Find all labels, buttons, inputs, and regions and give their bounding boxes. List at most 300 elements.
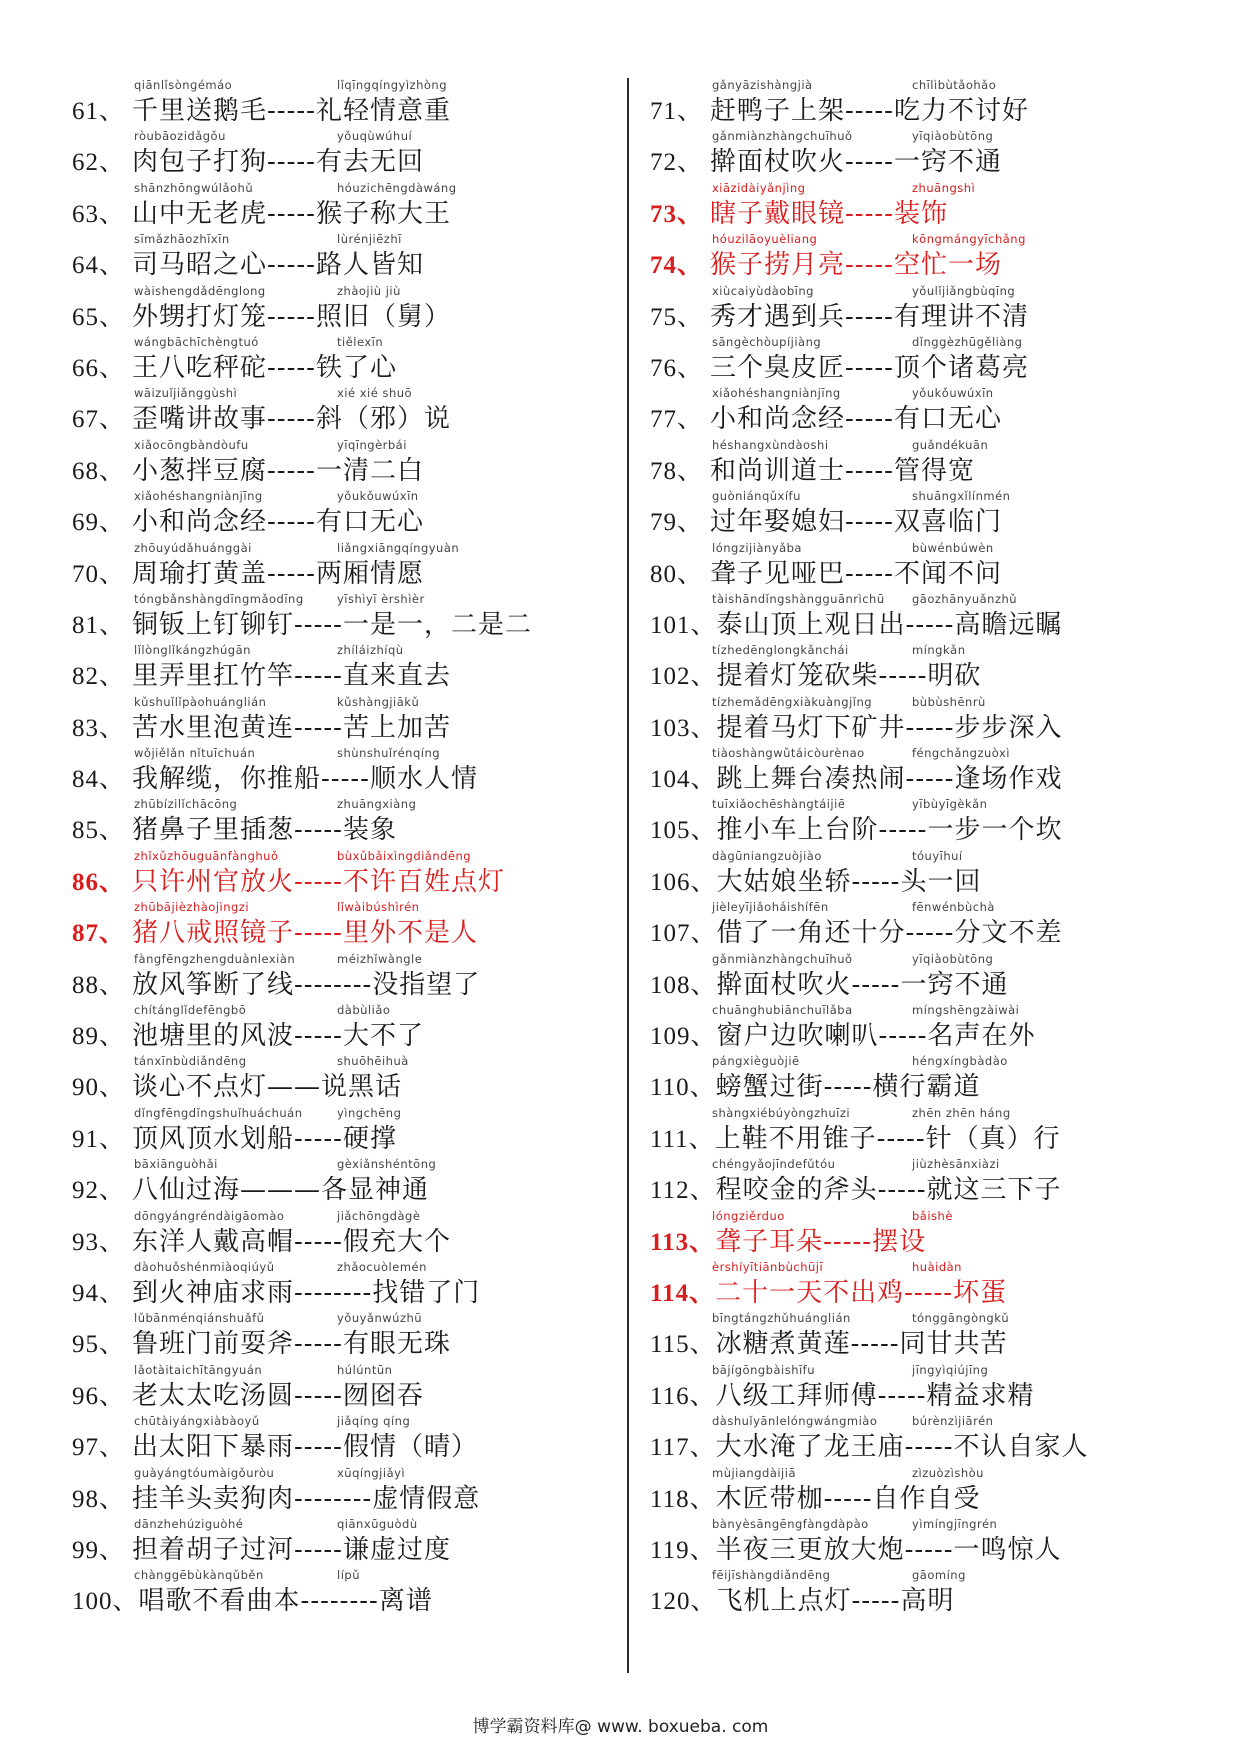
separator-dashes: ----- bbox=[294, 1226, 343, 1257]
proverb-line bbox=[72, 1379, 424, 1414]
entry-number: 107、 bbox=[650, 920, 717, 948]
proverb-entry bbox=[72, 1260, 612, 1311]
proverb-line bbox=[72, 1533, 451, 1568]
proverb-first-half: 我解缆，你推船 bbox=[132, 764, 322, 795]
proverb-second-half: 精益求精 bbox=[926, 1380, 1035, 1411]
proverb-line bbox=[650, 402, 1002, 437]
proverb-first-half: 铜钣上钉铆钉 bbox=[132, 609, 295, 640]
proverb-first-half: 小和尚念经 bbox=[710, 404, 846, 435]
proverb-line bbox=[650, 300, 1029, 335]
pinyin-first-half: bànyèsāngēngfàngdàpào bbox=[712, 1516, 869, 1531]
pinyin-first-half: tuīxiǎochēshàngtáijiē bbox=[712, 797, 846, 812]
pinyin-second-half: jiùzhèsānxiàzi bbox=[912, 1157, 1000, 1172]
separator-dashes: ----- bbox=[823, 1226, 873, 1257]
pinyin-second-half: gāomíng bbox=[912, 1568, 966, 1583]
proverb-first-half: 八仙过海 bbox=[132, 1175, 241, 1206]
proverb-line bbox=[72, 711, 451, 746]
proverb-entry bbox=[650, 746, 1210, 797]
pinyin-second-half: tiělexīn bbox=[337, 334, 384, 349]
proverb-second-half: 一清二白 bbox=[315, 455, 424, 486]
proverb-first-half: 程咬金的斧头 bbox=[715, 1175, 878, 1206]
proverb-first-half: 大姑娘坐轿 bbox=[716, 866, 852, 897]
separator-dashes: ----- bbox=[321, 764, 370, 795]
separator-dashes: ----- bbox=[823, 1072, 873, 1103]
pinyin-second-half: zhǎocuòlemén bbox=[337, 1259, 427, 1274]
separator-dashes: ----- bbox=[851, 969, 901, 1000]
pinyin-second-half: liǎngxiāngqíngyuàn bbox=[337, 540, 460, 555]
proverb-line bbox=[650, 762, 1062, 797]
right-column bbox=[650, 78, 1210, 1620]
proverb-first-half: 出太阳下暴雨 bbox=[132, 1432, 295, 1463]
proverb-line bbox=[650, 916, 1062, 951]
pinyin-first-half: xiāzidàiyǎnjìng bbox=[712, 180, 806, 195]
proverb-entry bbox=[72, 746, 612, 797]
proverb-second-half: 里外不是人 bbox=[342, 918, 478, 949]
proverb-entry bbox=[72, 1003, 612, 1054]
proverb-first-half: 苦水里泡黄连 bbox=[132, 712, 295, 743]
proverb-first-half: 歪嘴讲故事 bbox=[132, 404, 268, 435]
entry-number: 61、 bbox=[72, 98, 126, 125]
separator-dashes: ----- bbox=[267, 96, 316, 126]
pinyin-second-half: yǒulǐjiǎngbùqīng bbox=[912, 283, 1016, 298]
proverb-entry bbox=[72, 78, 612, 129]
pinyin-first-half: wángbāchīchèngtuó bbox=[134, 334, 259, 349]
footer-watermark: 博学霸资料库@ www. boxueba. com bbox=[472, 1717, 769, 1737]
pinyin-first-half: pángxièguòjiē bbox=[712, 1054, 800, 1069]
separator-dashes: ----- bbox=[845, 455, 894, 486]
proverb-entry bbox=[650, 643, 1210, 694]
pinyin-second-half: dàbùliǎo bbox=[337, 1003, 391, 1018]
proverb-first-half: 老太太吃汤圆 bbox=[132, 1380, 295, 1411]
proverb-entry bbox=[650, 489, 1210, 540]
separator-dashes: ----- bbox=[905, 764, 955, 795]
pinyin-second-half: zhàojiù jiù bbox=[337, 283, 401, 298]
proverb-entry bbox=[650, 386, 1210, 437]
separator-dashes: ----- bbox=[845, 301, 894, 332]
pinyin-first-half: guàyángtóumàigǒuròu bbox=[134, 1465, 275, 1480]
entry-number: 101、 bbox=[650, 611, 717, 639]
proverb-line bbox=[650, 1225, 926, 1260]
pinyin-second-half: zhuāngxiàng bbox=[337, 797, 417, 812]
separator-dashes: ----- bbox=[845, 250, 894, 281]
proverb-entry bbox=[650, 78, 1210, 129]
entry-number: 94、 bbox=[72, 1279, 126, 1307]
pinyin-second-half: lǐqīngqíngyìzhòng bbox=[337, 78, 448, 92]
proverb-entry bbox=[72, 1466, 612, 1517]
proverb-entry bbox=[650, 335, 1210, 386]
entry-number: 114、 bbox=[650, 1279, 716, 1307]
entry-number: 71、 bbox=[650, 98, 704, 125]
entry-number: 63、 bbox=[72, 200, 126, 228]
entry-number: 91、 bbox=[72, 1125, 126, 1153]
pinyin-first-half: tóngbǎnshàngdīngmǎodīng bbox=[134, 591, 304, 606]
proverb-second-half: 大不了 bbox=[342, 1021, 424, 1052]
proverb-second-half: 离谱 bbox=[378, 1586, 433, 1617]
separator-dashes: ----- bbox=[845, 507, 894, 538]
separator-dashes: -------- bbox=[294, 969, 373, 1000]
entry-number: 88、 bbox=[72, 971, 126, 999]
pinyin-second-half: bùbùshēnrù bbox=[912, 694, 986, 709]
proverb-entry bbox=[650, 849, 1210, 900]
proverb-line bbox=[650, 1327, 1008, 1362]
proverb-second-half: 就这三下子 bbox=[926, 1175, 1062, 1206]
column-divider bbox=[627, 78, 629, 1673]
pinyin-second-half: xié xié shuō bbox=[337, 386, 413, 401]
proverb-second-half: 有眼无珠 bbox=[342, 1329, 451, 1360]
proverb-entry bbox=[72, 489, 612, 540]
proverb-line bbox=[650, 1430, 1089, 1465]
separator-dashes: ----- bbox=[877, 1380, 927, 1411]
pinyin-second-half: zìzuòzìshòu bbox=[912, 1465, 984, 1480]
pinyin-second-half: míngkǎn bbox=[912, 643, 966, 658]
entry-number: 72、 bbox=[650, 149, 704, 177]
proverb-second-half: 有去无回 bbox=[315, 147, 424, 178]
entry-number: 80、 bbox=[650, 560, 704, 588]
proverb-entry bbox=[72, 1157, 612, 1208]
entry-number: 103、 bbox=[650, 714, 717, 742]
pinyin-first-half: sāngèchòupíjiàng bbox=[712, 334, 822, 349]
proverb-second-half: 有口无心 bbox=[893, 404, 1002, 435]
proverb-line bbox=[72, 1482, 480, 1517]
pinyin-first-half: qiānlǐsònɡémáo bbox=[134, 78, 233, 92]
pinyin-second-half: shùnshuǐrénqíng bbox=[337, 746, 441, 761]
pinyin-second-half: fēnwénbùchà bbox=[912, 900, 995, 915]
entry-number: 106、 bbox=[650, 868, 717, 896]
pinyin-first-half: hóuzilāoyuèliang bbox=[712, 232, 818, 247]
proverb-first-half: 周瑜打黄盖 bbox=[132, 558, 268, 589]
proverb-entry bbox=[650, 1003, 1210, 1054]
separator-dashes: ----- bbox=[877, 1175, 927, 1206]
proverb-entry bbox=[72, 797, 612, 848]
entry-number: 89、 bbox=[72, 1023, 126, 1051]
proverb-line bbox=[72, 762, 478, 797]
pinyin-second-half: xūqíngjiǎyì bbox=[337, 1465, 406, 1480]
pinyin-first-half: dàgūniangzuòjiào bbox=[712, 848, 822, 863]
proverb-line bbox=[650, 968, 1008, 1003]
separator-dashes: ----- bbox=[267, 558, 316, 589]
pinyin-second-half: tónggāngòngkǔ bbox=[912, 1311, 1010, 1326]
pinyin-second-half: yībùyīgèkǎn bbox=[912, 797, 988, 812]
proverb-line bbox=[650, 711, 1062, 746]
proverb-entry bbox=[72, 284, 612, 335]
proverb-first-half: 借了一角还十分 bbox=[716, 918, 906, 949]
pinyin-first-half: lǎotàitaichītāngyuán bbox=[134, 1362, 263, 1377]
proverb-entry bbox=[72, 438, 612, 489]
proverb-entry bbox=[72, 335, 612, 386]
pinyin-first-half: héshangxùndàoshi bbox=[712, 437, 829, 452]
proverb-entry bbox=[650, 592, 1210, 643]
pinyin-second-half: zhuāngshì bbox=[912, 180, 976, 195]
pinyin-first-half: mùjiangdàijiā bbox=[712, 1465, 796, 1480]
entry-number: 113、 bbox=[650, 1228, 716, 1256]
entry-number: 99、 bbox=[72, 1536, 126, 1564]
pinyin-first-half: xiùcaiyùdàobīng bbox=[712, 283, 814, 298]
pinyin-first-half: zhūbízilǐchācōng bbox=[134, 797, 238, 812]
proverb-second-half: 斜（邪）说 bbox=[315, 404, 451, 435]
proverb-entry bbox=[650, 1260, 1210, 1311]
proverb-entry bbox=[72, 643, 612, 694]
entry-number: 109、 bbox=[650, 1023, 717, 1051]
proverb-second-half: 坏蛋 bbox=[953, 1277, 1008, 1308]
pinyin-first-half: lǐlònglǐkángzhúgān bbox=[134, 643, 251, 658]
proverb-second-half: 猴子称大王 bbox=[315, 198, 451, 229]
proverb-first-half: 瞎子戴眼镜 bbox=[710, 198, 846, 229]
proverb-line bbox=[72, 505, 424, 540]
pinyin-second-half: dǐnggèzhūgěliàng bbox=[912, 334, 1023, 349]
proverb-entry bbox=[650, 1157, 1210, 1208]
separator-dashes: ----- bbox=[294, 1021, 343, 1052]
separator-dashes: ----- bbox=[904, 1534, 954, 1565]
entry-number: 87、 bbox=[72, 920, 126, 948]
proverb-second-half: 分文不差 bbox=[954, 918, 1063, 949]
proverb-entry bbox=[650, 541, 1210, 592]
proverb-second-half: 各显神通 bbox=[321, 1175, 430, 1206]
proverb-second-half: 横行霸道 bbox=[872, 1072, 981, 1103]
pinyin-first-half: chūtàiyángxiàbàoyǔ bbox=[134, 1414, 260, 1429]
pinyin-first-half: zhōuyúdǎhuánggài bbox=[134, 540, 252, 555]
entry-number: 82、 bbox=[72, 663, 126, 691]
proverb-entry bbox=[650, 952, 1210, 1003]
proverb-first-half: 猪鼻子里插葱 bbox=[132, 815, 295, 846]
pinyin-first-half: dǐngfēngdǐngshuǐhuáchuán bbox=[134, 1105, 303, 1120]
pinyin-first-half: tiàoshàngwǔtáicòurènao bbox=[712, 746, 865, 761]
pinyin-first-half: wǒjiělǎn nǐtuīchuán bbox=[134, 746, 256, 761]
proverb-second-half: 高瞻远瞩 bbox=[954, 609, 1063, 640]
proverb-first-half: 挂羊头卖狗肉 bbox=[132, 1483, 295, 1514]
entry-number: 73、 bbox=[650, 200, 704, 228]
pinyin-second-half: shuōhēihuà bbox=[337, 1054, 409, 1069]
proverb-line bbox=[72, 916, 478, 951]
proverb-entry bbox=[72, 1311, 612, 1362]
proverb-first-half: 赶鸭子上架 bbox=[710, 96, 846, 126]
entry-number: 86、 bbox=[72, 868, 126, 896]
proverb-first-half: 到火神庙求雨 bbox=[132, 1277, 295, 1308]
proverb-second-half: 名声在外 bbox=[927, 1021, 1036, 1052]
proverb-second-half: 头一回 bbox=[900, 866, 982, 897]
pinyin-second-half: yǒuyǎnwúzhū bbox=[337, 1311, 423, 1326]
pinyin-first-half: jièleyījiǎoháishífēn bbox=[712, 900, 829, 915]
entry-number: 70、 bbox=[72, 560, 126, 588]
proverb-line bbox=[650, 1173, 1062, 1208]
pinyin-second-half: lípǔ bbox=[337, 1568, 360, 1583]
separator-dashes: ----- bbox=[294, 815, 343, 846]
separator-dashes: -------- bbox=[294, 1277, 373, 1308]
pinyin-first-half: dàshuǐyānlelóngwángmiào bbox=[712, 1414, 878, 1429]
proverb-entry bbox=[650, 900, 1210, 951]
pinyin-second-half: qiānxūguòdù bbox=[337, 1516, 418, 1531]
pinyin-second-half: yīqīngèrbái bbox=[337, 437, 407, 452]
entry-number: 65、 bbox=[72, 303, 126, 331]
entry-number: 98、 bbox=[72, 1485, 126, 1513]
proverb-entry bbox=[72, 232, 612, 283]
separator-dashes: ----- bbox=[905, 918, 955, 949]
pinyin-first-half: tízhemǎdēngxiàkuàngjǐng bbox=[712, 694, 873, 709]
separator-dashes: —— bbox=[267, 1072, 322, 1103]
pinyin-first-half: chéngyǎojīndefǔtóu bbox=[712, 1157, 836, 1172]
proverb-entry bbox=[72, 849, 612, 900]
proverb-second-half: 谦虚过度 bbox=[342, 1534, 451, 1565]
entry-number: 84、 bbox=[72, 766, 126, 794]
entry-number: 116、 bbox=[650, 1382, 716, 1410]
proverb-line bbox=[650, 608, 1062, 643]
pinyin-first-half: xiǎohéshangniànjīng bbox=[712, 386, 841, 401]
proverb-line bbox=[650, 1276, 1007, 1311]
proverb-second-half: 照旧（舅） bbox=[315, 301, 451, 332]
pinyin-first-half: sīmǎzhāozhīxīn bbox=[134, 232, 230, 247]
pinyin-first-half: fēijīshàngdiǎndēng bbox=[712, 1568, 831, 1583]
proverb-entry bbox=[72, 386, 612, 437]
pinyin-second-half: guǎndékuān bbox=[912, 437, 989, 452]
left-column bbox=[72, 78, 612, 1620]
pinyin-first-half: xiǎohéshangniànjīng bbox=[134, 489, 263, 504]
pinyin-second-half: bǎishè bbox=[912, 1208, 953, 1223]
proverb-entry bbox=[650, 438, 1210, 489]
proverb-line bbox=[72, 94, 451, 129]
pinyin-second-half: zhíláizhíqù bbox=[337, 643, 404, 658]
proverb-entry bbox=[72, 1363, 612, 1414]
proverb-first-half: 泰山顶上观日出 bbox=[716, 609, 906, 640]
pinyin-second-half: jiǎchōngdàgè bbox=[337, 1208, 421, 1223]
proverb-line bbox=[650, 505, 1002, 540]
separator-dashes: ----- bbox=[267, 250, 316, 281]
proverb-second-half: 不认自家人 bbox=[953, 1432, 1089, 1463]
pinyin-second-half: lùrénjiēzhī bbox=[337, 232, 402, 247]
proverb-entry bbox=[650, 695, 1210, 746]
proverb-entry bbox=[650, 1466, 1210, 1517]
entry-number: 77、 bbox=[650, 406, 704, 434]
proverb-first-half: 跳上舞台凑热闹 bbox=[716, 764, 906, 795]
proverb-line bbox=[72, 402, 451, 437]
pinyin-second-half: yīqiàobùtōng bbox=[912, 951, 994, 966]
entry-number: 110、 bbox=[650, 1074, 716, 1102]
entry-number: 90、 bbox=[72, 1074, 126, 1102]
proverb-first-half: 推小车上台阶 bbox=[716, 815, 879, 846]
pinyin-first-half: tánxīnbùdiǎndēng bbox=[134, 1054, 247, 1069]
proverb-line bbox=[650, 94, 1029, 129]
separator-dashes: ----- bbox=[267, 301, 316, 332]
separator-dashes: ----- bbox=[294, 1534, 343, 1565]
proverb-first-half: 担着胡子过河 bbox=[132, 1534, 295, 1565]
pinyin-second-half: héngxíngbàdào bbox=[912, 1054, 1008, 1069]
proverb-first-half: 千里送鹅毛 bbox=[132, 96, 268, 126]
separator-dashes: ----- bbox=[294, 1432, 343, 1463]
proverb-first-half: 放风筝断了线 bbox=[132, 969, 295, 1000]
proverb-line bbox=[72, 1173, 429, 1208]
entry-number: 64、 bbox=[72, 252, 126, 280]
proverb-entry bbox=[72, 695, 612, 746]
proverb-entry bbox=[650, 1363, 1210, 1414]
separator-dashes: ----- bbox=[267, 404, 316, 435]
pinyin-first-half: bāxiānguòhǎi bbox=[134, 1157, 218, 1172]
separator-dashes: ----- bbox=[878, 661, 928, 692]
proverb-first-half: 山中无老虎 bbox=[132, 198, 268, 229]
entry-number: 102、 bbox=[650, 663, 717, 691]
entry-number: 92、 bbox=[72, 1177, 126, 1205]
separator-dashes: ----- bbox=[850, 1329, 900, 1360]
proverb-second-half: 有理讲不清 bbox=[893, 301, 1029, 332]
proverb-first-half: 二十一天不出鸡 bbox=[715, 1277, 905, 1308]
separator-dashes: ----- bbox=[845, 352, 894, 383]
proverb-second-half: 有口无心 bbox=[315, 507, 424, 538]
separator-dashes: ----- bbox=[267, 147, 316, 178]
separator-dashes: ----- bbox=[823, 1483, 873, 1514]
proverb-line bbox=[72, 813, 397, 848]
pinyin-first-half: gǎnmiànzhàngchuīhuǒ bbox=[712, 951, 853, 966]
proverb-line bbox=[650, 1584, 954, 1619]
proverb-second-half: 假充大个 bbox=[342, 1226, 451, 1257]
pinyin-first-half: lǔbānménqiánshuǎfǔ bbox=[134, 1311, 265, 1326]
proverb-line bbox=[72, 1276, 480, 1311]
proverb-line bbox=[650, 248, 1002, 283]
separator-dashes: ----- bbox=[876, 1123, 926, 1154]
proverb-second-half: 路人皆知 bbox=[315, 250, 424, 281]
proverb-entry bbox=[72, 541, 612, 592]
proverb-entry bbox=[650, 1517, 1210, 1568]
separator-dashes: ----- bbox=[878, 815, 928, 846]
proverb-entry bbox=[650, 1054, 1210, 1105]
proverb-first-half: 顶风顶水划船 bbox=[132, 1123, 295, 1154]
proverb-first-half: 外甥打灯笼 bbox=[132, 301, 268, 332]
proverb-line bbox=[650, 1533, 1062, 1568]
pinyin-second-half: méizhǐwàngle bbox=[337, 951, 423, 966]
proverb-second-half: 找错了门 bbox=[372, 1277, 481, 1308]
pinyin-second-half: féngchǎngzuòxì bbox=[912, 746, 1010, 761]
proverb-first-half: 擀面杖吹火 bbox=[710, 147, 846, 178]
entry-number: 68、 bbox=[72, 457, 126, 485]
entry-number: 79、 bbox=[650, 509, 704, 537]
pinyin-first-half: tízhedēnglongkǎnchái bbox=[712, 643, 849, 658]
proverb-line bbox=[72, 1584, 433, 1619]
pinyin-second-half: yìmíngjīngrén bbox=[912, 1516, 998, 1531]
pinyin-first-half: guòniánqǔxífu bbox=[712, 489, 801, 504]
proverb-line bbox=[72, 1225, 451, 1260]
proverb-second-half: 两厢情愿 bbox=[315, 558, 424, 589]
entry-number: 93、 bbox=[72, 1228, 126, 1256]
pinyin-first-half: gǎnyāzishàngjià bbox=[712, 78, 813, 92]
separator-dashes: ----- bbox=[904, 1277, 954, 1308]
proverb-second-half: 吃力不讨好 bbox=[893, 96, 1029, 126]
proverb-second-half: 虚情假意 bbox=[372, 1483, 481, 1514]
proverb-line bbox=[650, 1482, 981, 1517]
separator-dashes: -------- bbox=[294, 1483, 373, 1514]
proverb-line bbox=[72, 557, 424, 592]
entry-number: 112、 bbox=[650, 1177, 716, 1205]
pinyin-first-half: dānzhehúziguòhé bbox=[134, 1516, 244, 1531]
pinyin-second-half: huàidàn bbox=[912, 1259, 962, 1274]
separator-dashes: ----- bbox=[845, 96, 894, 126]
separator-dashes: ----- bbox=[294, 661, 343, 692]
proverb-line bbox=[72, 351, 397, 386]
proverb-line bbox=[650, 557, 1002, 592]
entry-number: 119、 bbox=[650, 1536, 716, 1564]
pinyin-second-half: búrènzìjiārén bbox=[912, 1414, 994, 1429]
proverb-first-half: 木匠带枷 bbox=[715, 1483, 824, 1514]
proverb-second-half: 明砍 bbox=[927, 661, 982, 692]
separator-dashes: ----- bbox=[845, 404, 894, 435]
separator-dashes: ----- bbox=[267, 455, 316, 486]
separator-dashes: ----- bbox=[267, 198, 316, 229]
proverb-second-half: 自作自受 bbox=[872, 1483, 981, 1514]
pinyin-second-half: zhēn zhēn háng bbox=[912, 1105, 1011, 1120]
separator-dashes: ----- bbox=[851, 1586, 901, 1617]
pinyin-first-half: èrshíyītiānbùchūjī bbox=[712, 1259, 824, 1274]
proverb-line bbox=[650, 351, 1029, 386]
proverb-second-half: 顶个诸葛亮 bbox=[893, 352, 1029, 383]
proverb-line bbox=[650, 145, 1002, 180]
pinyin-second-half: hóuzichēngdàwáng bbox=[337, 180, 457, 195]
proverb-first-half: 肉包子打狗 bbox=[132, 147, 268, 178]
pinyin-second-half: yǒuqùwúhuí bbox=[337, 129, 413, 144]
